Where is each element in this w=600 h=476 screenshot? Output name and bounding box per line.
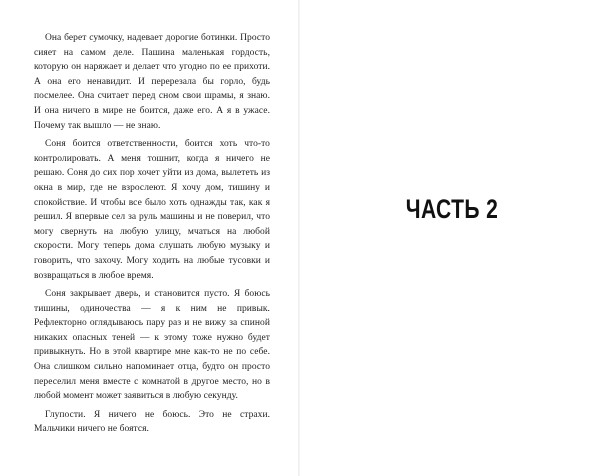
paragraph-3: Соня закрывает дверь, и становится пусто. Я боюсь тишины, одиночества — я к ним не привык. Рефлекторно оглядываюсь пару раз и не вижу за спиной никаких опасных теней — к этому тоже нужно будет привыкнуть. Но в этой квартире мне как-то не по себе. Она слишком сильно напоминает отца, будто он просто переселил меня вместе с комнатой в другое место, но в любой момент может заявиться в любую секунду. (34, 289, 270, 402)
paragraph-4: Глупости. Я ничего не боюсь. Это не страхи. Мальчики ничего не боятся. (34, 409, 270, 435)
left-page-text (34, 31, 270, 441)
paragraph-2: Соня боится ответственности, боится хоть что-то контролировать. А меня тошнит, когда я ничего не решаю. Соня до сих пор хочет уйти из дома, вылететь из окна в мир, где не взрослеют. Я хочу дом, тишину и спокойствие. И чтобы все было хоть однажды так, как я решил. Я впервые сел за руль машины и не поверил, что могу свернуть на любую улицу, мчаться на любой скорости. Могу теперь дома слушать любую музыку и говорить, что захочу. Могу ходить на любые тусовки и возвращаться в любое время. (34, 139, 270, 281)
paragraph-1: Она берет сумочку, надевает дорогие ботинки. Просто сияет на самом деле. Пашина маленькая гордость, которую он наряжает и делает что угодно по ее прихоти. А она его ненавидит. И перерезала бы горло, будь посмелее. Она считает перед сном свои шрамы, я знаю. И она ничего в мире не боится, даже его. А я в ужасе. Почему так вышло — не знаю. (34, 33, 270, 131)
part-heading: ЧАСТЬ 2 (405, 194, 499, 224)
right-page (300, 0, 600, 476)
